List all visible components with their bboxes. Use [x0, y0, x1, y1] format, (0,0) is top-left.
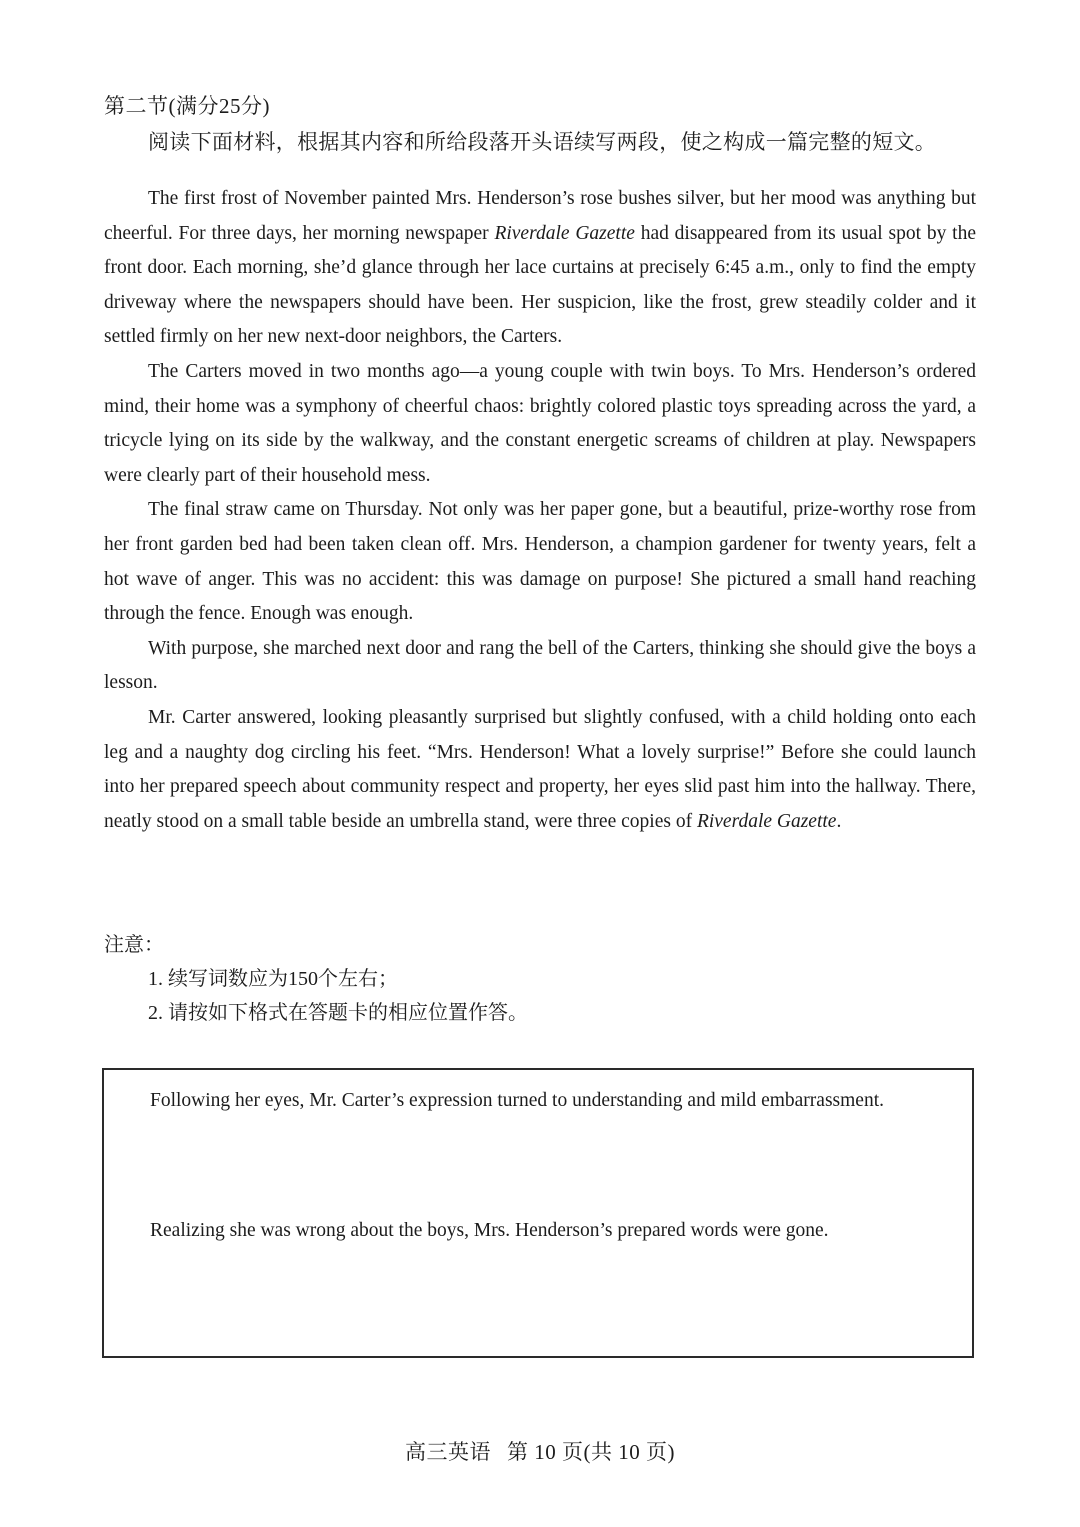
paragraph-starter-2: Realizing she was wrong about the boys, Mrs. Henderson’s prepared words were gone.: [150, 1220, 829, 1241]
page-footer: [0, 1436, 1080, 1466]
passage-paragraph-2: The Carters moved in two months ago—a young couple with twin boys. To Mrs. Henderson’s ordered mind, their home was a symphony of cheerful chaos: brightly colored plastic toys spreading across the yard, a tricycle lying on its side by the walkway, and the constant energetic screams of children at play. Newspapers were clearly part of their household mess.: [104, 360, 976, 486]
paragraph-starter-1: Following her eyes, Mr. Carter’s expression turned to understanding and mild embarrassment.: [150, 1090, 884, 1111]
footer-subject: 高三英语: [405, 1440, 491, 1464]
footer-page-number: 第 10 页(共 10 页): [507, 1440, 675, 1464]
newspaper-title: Riverdale Gazette: [494, 222, 635, 244]
passage-paragraph-3: The final straw came on Thursday. Not only was her paper gone, but a beautiful, prize-worthy rose from her front garden bed had been taken clean off. Mrs. Henderson, a champion gardener for twenty years, felt a hot wave of anger. This was no accident: this was damage on purpose! She pictured a small hand reaching through the fence. Enough was enough.: [104, 499, 976, 625]
answer-box: [102, 1068, 974, 1358]
notes-label: 注意：: [104, 934, 164, 956]
reading-passage: [104, 182, 976, 839]
passage-paragraph-5: Mr. Carter answered, looking pleasantly surprised but slightly confused, with a child holding onto each leg and a naughty dog circling his feet. “Mrs. Henderson! What a lovely surprise!” Before she could launch into her prepared speech about community respect and property, her eyes slid past him into the hallway. There, neatly stood on a small table beside an umbrella stand, were three copies of Riverdale Gazette.: [104, 706, 976, 832]
note-item-1: 1. 续写词数应为150个左右；: [148, 968, 398, 990]
passage-paragraph-1: The first frost of November painted Mrs. Henderson’s rose bushes silver, but her mood was anything but cheerful. For three days, her morning newspaper Riverdale Gazette had disappeared from its usual spot by the front door. Each morning, she’d glance through her lace curtains at precisely 6:45 a.m., only to find the empty driveway where the newspapers should have been. Her suspicion, like the frost, grew steadily colder and it settled firmly on her new next-door neighbors, the Carters.: [104, 188, 976, 348]
task-instruction: 阅读下面材料，根据其内容和所给段落开头语续写两段，使之构成一篇完整的短文。: [148, 130, 937, 154]
passage-paragraph-4: With purpose, she marched next door and rang the bell of the Carters, thinking she should give the boys a lesson.: [104, 637, 976, 694]
newspaper-title: Riverdale Gazette: [696, 810, 837, 832]
notes-section: [104, 928, 528, 1030]
section-title: 第二节(满分25分): [104, 94, 270, 118]
note-item-2: 2. 请按如下格式在答题卡的相应位置作答。: [148, 1002, 528, 1024]
